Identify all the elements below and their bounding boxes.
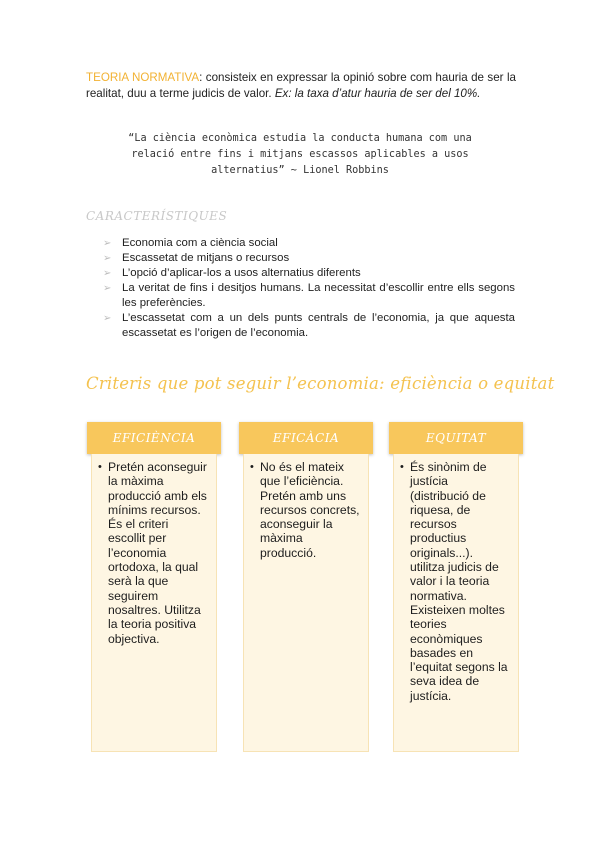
- list-item-text: Economia com a ciència social: [122, 237, 278, 249]
- intro-text: : consisteix en expressar la opinió sobre com hauria de ser la realitat, duu a terme judicis de valor.: [86, 71, 516, 100]
- list-item: [103, 281, 515, 311]
- card-body: [91, 454, 217, 752]
- list-item: [103, 236, 515, 251]
- list-item-text: Escassetat de mitjans o recursos: [122, 252, 290, 264]
- characteristics-heading: CARACTERÍSTIQUES: [86, 209, 228, 223]
- equity-card: [389, 422, 523, 752]
- normative-theory-term: TEORIA NORMATIVA: [86, 71, 200, 84]
- intro-example: Ex: la taxa d’atur hauria de ser del 10%.: [274, 87, 481, 100]
- efficacy-card: [239, 422, 373, 752]
- quote-line: relació entre fins i mitjans escassos aplicables a usos: [131, 149, 469, 160]
- characteristics-list: [103, 236, 515, 341]
- robbins-quote: [88, 131, 512, 179]
- list-item: [103, 251, 515, 266]
- card-title: EFICÀCIA: [239, 422, 373, 454]
- criteria-section-title: Criteris que pot seguir l’economia: eficiència o equitat: [86, 374, 555, 393]
- card-text: No és el mateix que l’eficiència. Pretén amb uns recursos concrets, aconseguir la màxima producció.: [260, 460, 360, 560]
- quote-line: alternatius” ~ Lionel Robbins: [211, 165, 389, 176]
- card-body: [243, 454, 369, 752]
- arrowhead-icon: ➢: [103, 283, 112, 294]
- arrowhead-icon: ➢: [103, 238, 112, 249]
- intro-paragraph: [86, 70, 516, 102]
- arrowhead-icon: ➢: [103, 268, 112, 279]
- bullet-icon: •: [98, 461, 102, 473]
- arrowhead-icon: ➢: [103, 313, 112, 324]
- list-item-text: L’opció d’aplicar-los a usos alternatius diferents: [122, 267, 361, 279]
- arrowhead-icon: ➢: [103, 253, 112, 264]
- list-item-text: La veritat de fins i desitjos humans. La necessitat d’escollir entre ells segons les preferències.: [122, 282, 515, 309]
- card-body: [393, 454, 519, 752]
- efficiency-card: [87, 422, 221, 752]
- card-text: Pretén aconseguir la màxima producció amb els mínims recursos. És el criteri escollit per l’economia ortodoxa, la qual serà la que seguirem nosaltres. Utilitza la teoria positiva objectiva.: [108, 460, 207, 646]
- list-item-text: L’escassetat com a un dels punts centrals de l’economia, ja que aquesta escassetat es l’origen de l’economia.: [122, 312, 515, 339]
- card-text: És sinònim de justícia (distribució de riquesa, de recursos productius originals...). utilitza judicis de valor i la teoria normativa. Existeixen moltes teories econòmiques basades en l’equitat segons la seva idea de justícia.: [410, 460, 508, 703]
- card-title: EQUITAT: [389, 422, 523, 454]
- card-title: EFICIÈNCIA: [87, 422, 221, 454]
- list-item: [103, 311, 515, 341]
- quote-line: “La ciència econòmica estudia la conducta humana com una: [128, 133, 472, 144]
- bullet-icon: •: [400, 461, 404, 473]
- bullet-icon: •: [250, 461, 254, 473]
- list-item: [103, 266, 515, 281]
